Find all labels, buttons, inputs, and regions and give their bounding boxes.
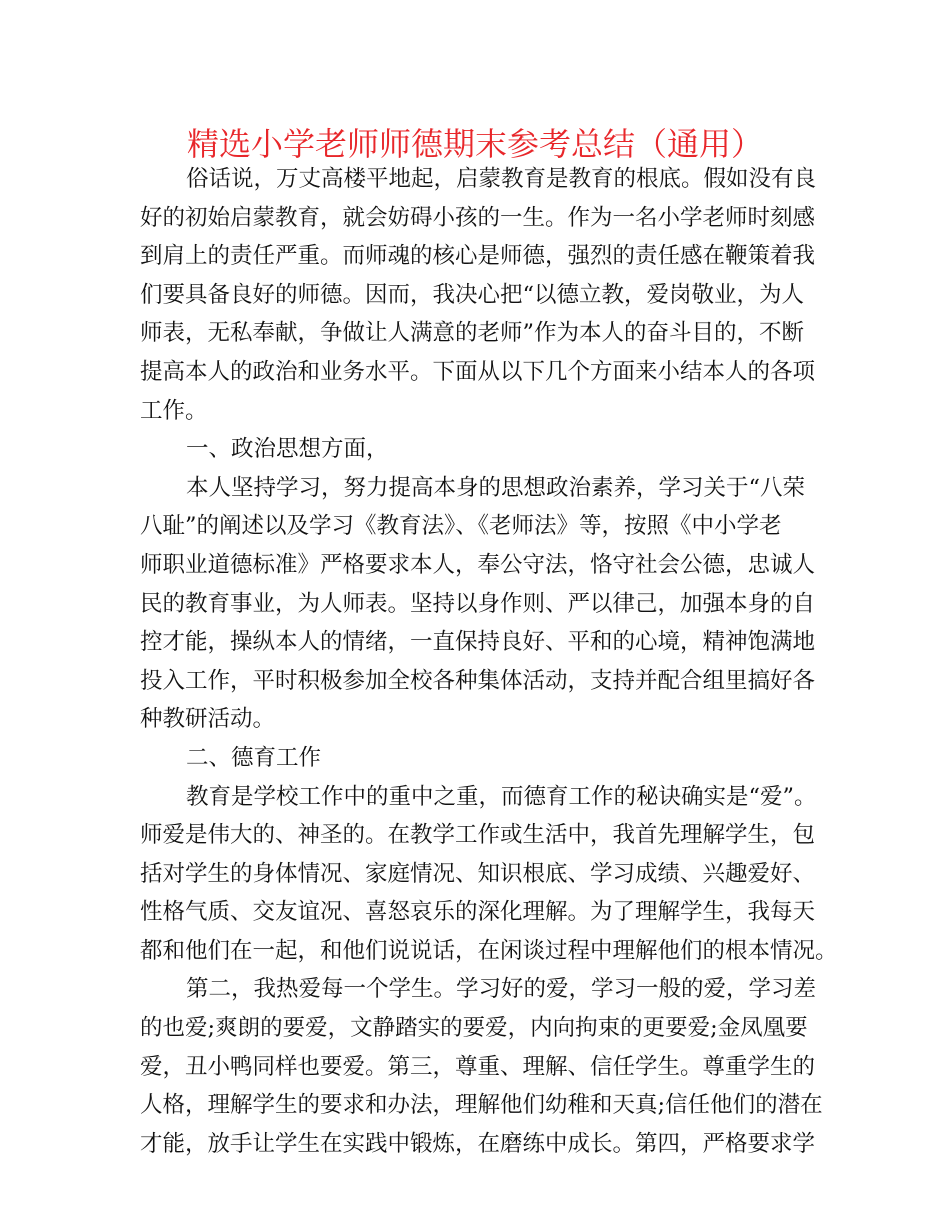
paragraph-line: 师爱是伟大的、神圣的。在教学工作或生活中，我首先理解学生，包: [140, 822, 816, 849]
paragraph-line: 到肩上的责任严重。而师魂的核心是师德，强烈的责任感在鞭策着我: [140, 243, 816, 270]
paragraph-line: 性格气质、交友谊况、喜怒哀乐的深化理解。为了理解学生，我每天: [140, 899, 816, 926]
paragraph-line: 投入工作，平时积极参加全校各种集体活动，支持并配合组里搞好各: [140, 667, 816, 694]
paragraph-line: 第二，我热爱每一个学生。学习好的爱，学习一般的爱，学习差: [186, 976, 817, 1003]
paragraph-line: 都和他们在一起，和他们说说话，在闲谈过程中理解他们的根本情况。: [140, 937, 838, 964]
paragraph-line: 人格，理解学生的要求和办法，理解他们幼稚和天真;信任他们的潜在: [140, 1092, 823, 1119]
section-heading: 一、政治思想方面，: [186, 436, 389, 463]
paragraph-line: 八耻”的阐述以及学习《教育法》、《老师法》等，按照《中小学老: [140, 513, 782, 540]
paragraph-line: 括对学生的身体情况、家庭情况、知识根底、学习成绩、兴趣爱好、: [140, 860, 816, 887]
paragraph-line: 才能，放手让学生在实践中锻炼，在磨练中成长。第四，严格要求学: [140, 1130, 816, 1157]
paragraph-line: 控才能，操纵本人的情绪，一直保持良好、平和的心境，精神饱满地: [140, 629, 816, 656]
paragraph-line: 教育是学校工作中的重中之重，而德育工作的秘诀确实是“爱”。: [186, 783, 817, 810]
document-body: [140, 160, 838, 1163]
document-title: 精选小学老师师德期末参考总结（通用）: [186, 125, 763, 163]
paragraph-line: 民的教育事业，为人师表。坚持以身作则、严以律己，加强本身的自: [140, 590, 816, 617]
paragraph-line: 好的初始启蒙教育，就会妨碍小孩的一生。作为一名小学老师时刻感: [140, 204, 816, 231]
paragraph-line: 爱，丑小鸭同样也要爱。第三，尊重、理解、信任学生。尊重学生的: [140, 1053, 816, 1080]
paragraph-line: 的也爱;爽朗的要爱，文静踏实的要爱，内向拘束的更要爱;金凤凰要: [140, 1015, 808, 1042]
paragraph-line: 师表，无私奉献，争做让人满意的老师”作为本人的奋斗目的，不断: [140, 320, 805, 347]
paragraph-line: 提高本人的政治和业务水平。下面从以下几个方面来小结本人的各项: [140, 358, 816, 385]
paragraph-line: 俗话说，万丈高楼平地起，启蒙教育是教育的根底。假如没有良: [186, 166, 817, 192]
paragraph-line: 师职业道德标准》严格要求本人，奉公守法，恪守社会公德，忠诚人: [140, 551, 816, 578]
section-heading: 二、德育工作: [186, 744, 322, 771]
paragraph-line: 工作。: [140, 397, 208, 424]
paragraph-line: 种教研活动。: [140, 706, 276, 733]
paragraph-line: 们要具备良好的师德。因而，我决心把“以德立教，爱岗敬业，为人: [140, 281, 805, 308]
paragraph-line: 本人坚持学习，努力提高本身的思想政治素养，学习关于“八荣: [186, 474, 806, 501]
